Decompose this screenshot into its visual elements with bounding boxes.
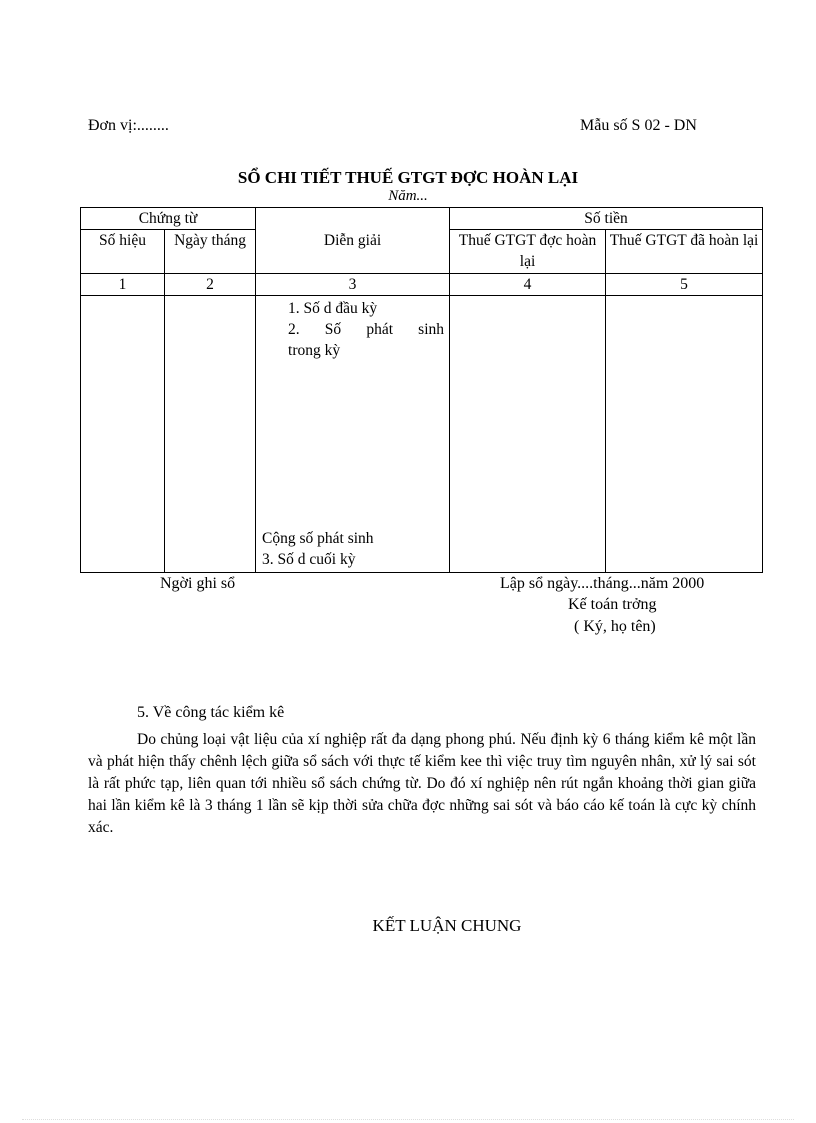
page-bottom-divider [22, 1119, 794, 1120]
header-amount-group: Số tiền [450, 208, 763, 230]
header-description: Diễn giải [256, 208, 450, 274]
header-vat-refunded: Thuế GTGT đã hoàn lại [606, 230, 763, 274]
vat-refund-ledger-table [80, 207, 763, 573]
col-number-5: 5 [606, 274, 763, 296]
section-5-paragraph: Do chủng loại vật liệu của xí nghiệp rất đa dạng phong phú. Nếu định kỳ 6 tháng kiểm kê một lần và phát hiện thấy chênh lệch giữa sổ sách với thực tế kiểm kee thì việc truy tìm nguyên nhân, xử lý sai sót là rất phức tạp, liên quan tới nhiều sổ sách chứng từ. Do đó xí nghiệp nên rút ngắn khoảng thời gian giữa hai lần kiểm kê là 3 tháng 1 lần sẽ kịp thời sửa chữa đợc những sai sót và báo cáo kế toán là cực kỳ chính xác. [88, 731, 756, 836]
body-cell-vat-refunded [606, 296, 763, 573]
unit-label: Đơn vị:........ [88, 117, 169, 134]
total-arising-label: Cộng số phát sinh [262, 530, 374, 547]
header-voucher-group: Chứng từ [81, 208, 256, 230]
sign-name-label: ( Ký, họ tên) [574, 618, 656, 635]
col-number-4: 4 [450, 274, 606, 296]
header-voucher-date: Ngày tháng [165, 230, 256, 274]
body-cell-vat-to-refund [450, 296, 606, 573]
description-lines [262, 298, 444, 361]
closing-balance-label: 3. Số d cuối kỳ [262, 551, 356, 568]
period-arising-label: 2. Số phát sinh [288, 321, 445, 338]
description-footer [262, 528, 374, 570]
form-number: Mẫu số S 02 - DN [580, 117, 697, 134]
body-cell-voucher-number [81, 296, 165, 573]
header-voucher-number: Số hiệu [81, 230, 165, 274]
page-subtitle: Năm... [388, 188, 428, 204]
col-number-1: 1 [81, 274, 165, 296]
bookkeeper-signature-label: Ngời ghi sổ [160, 575, 236, 592]
body-cell-voucher-date [165, 296, 256, 573]
ledger-date-label: Lập sổ ngày....tháng...năm 2000 [500, 575, 705, 592]
header-vat-to-refund: Thuế GTGT đợc hoàn lại [450, 230, 606, 274]
opening-balance-label: 1. Số d đầu kỳ [288, 300, 378, 317]
body-cell-description [256, 296, 450, 573]
col-number-2: 2 [165, 274, 256, 296]
col-number-3: 3 [256, 274, 450, 296]
conclusion-heading: KẾT LUẬN CHUNG [372, 916, 522, 935]
chief-accountant-label: Kế toán trởng [568, 596, 657, 613]
period-arising-label-cont: trong kỳ [288, 342, 341, 359]
page-title: SỔ CHI TIẾT THUẾ GTGT ĐỢC HOÀN LẠI [237, 168, 579, 187]
section-5-heading: 5. Về công tác kiểm kê [137, 704, 285, 721]
